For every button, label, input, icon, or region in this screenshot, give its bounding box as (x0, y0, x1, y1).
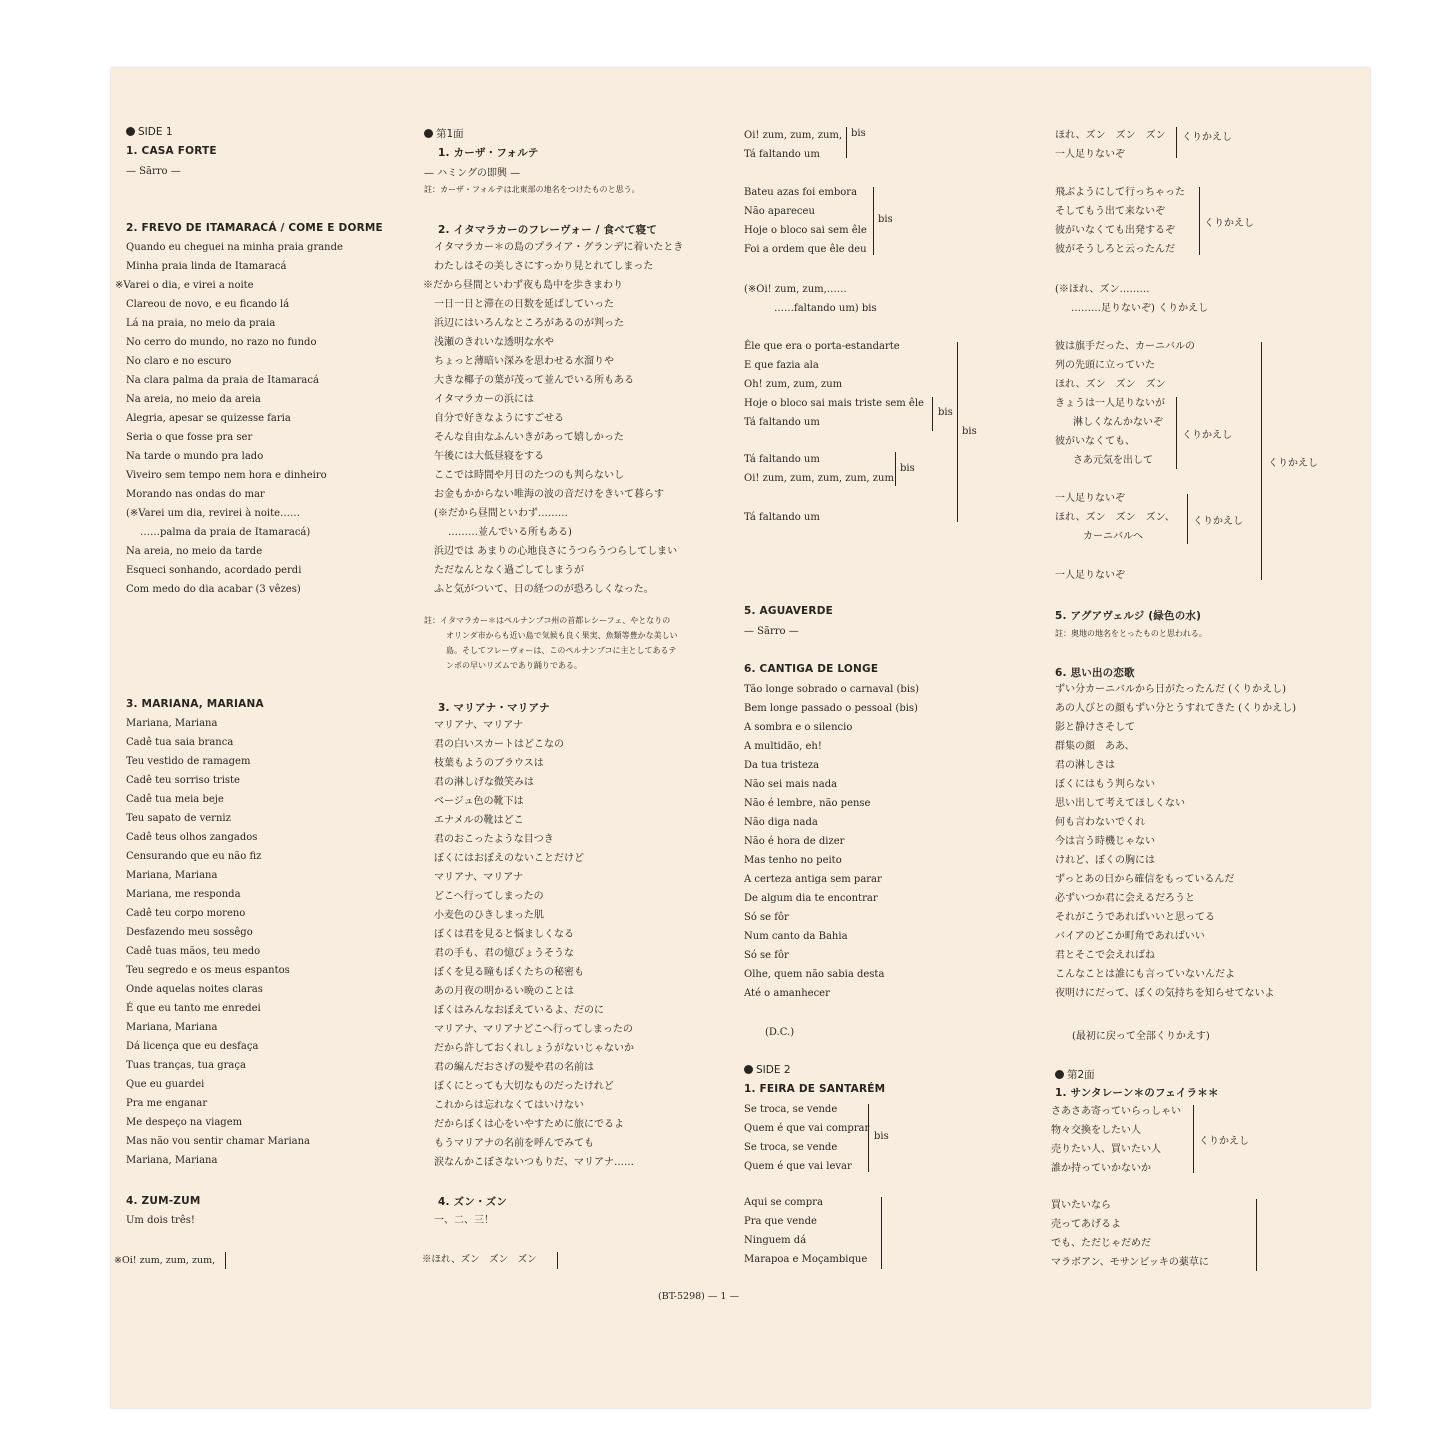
lyric-line: Tão longe sobrado o carnaval (bis) (744, 684, 920, 695)
bracket-line (868, 1104, 869, 1172)
lyric-line: Morando nas ondas do mar (126, 489, 265, 500)
lyric-line: (※だから昼間といわず……… (434, 508, 568, 519)
lyric-line: Teu vestido de ramagem (126, 756, 251, 767)
song6-title-jp: 6. 思い出の恋歌 (1055, 667, 1135, 679)
lyric-line: 君の淋しげな微笑みは (434, 777, 534, 788)
lyric-line: Se troca, se vende (744, 1142, 838, 1153)
lyric-line: Da tua tristeza (744, 760, 820, 771)
lyric-line: 影と静けさそして (1055, 722, 1135, 733)
lyric-line: きょうは一人足りないが (1055, 398, 1165, 409)
lyric-line: マリアナ、マリアナどこへ行ってしまったの (434, 1024, 633, 1035)
lyric-line: 自分で好きなようにすごせる (434, 413, 564, 424)
song5-title-jp: 5. アグアヴェルジ (緑色の水) (1055, 610, 1202, 622)
lyric-line: Não apareceu (744, 206, 815, 217)
lyric-line: Cadê tuas mãos, teu medo (126, 946, 261, 957)
song6-lyrics-jp (1055, 680, 1296, 1003)
lyric-line: Esqueci sonhando, acordado perdi (126, 565, 302, 576)
lyric-line: A multidão, eh! (744, 741, 822, 752)
repeat-label: くりかえし (1182, 430, 1232, 441)
lyric-line: 枝葉もようのブラウスは (434, 758, 544, 769)
zumzum-block1 (744, 126, 842, 164)
lyric-line: Aqui se compra (744, 1197, 823, 1208)
lyric-line: Tuas tranças, tua graça (126, 1060, 246, 1071)
lyric-line: ただなんとなく過ごしてしまうが (434, 565, 584, 576)
side2-jp-block1 (1051, 1102, 1181, 1178)
bracket-line (1261, 342, 1262, 580)
lyric-line: Quem é que vai comprar (744, 1123, 870, 1134)
lyric-line: Na tarde o mundo pra lado (126, 451, 264, 462)
lyric-line: 彼がいなくても出発するぞ (1055, 225, 1175, 236)
lyric-line: Onde aquelas noites claras (126, 984, 263, 995)
bracket-line (957, 342, 958, 522)
lyric-line: Bateu azas foi embora (744, 187, 858, 198)
song4-line: Um dois três! (126, 1215, 195, 1226)
lyric-line: これからは忘れなくてはいけない (434, 1100, 584, 1111)
lyric-line: ……faltando um) bis (774, 303, 877, 314)
note-line: 島。そしてフレーヴォーは、このペルナンブコに主としてあるテ (446, 646, 677, 655)
lyric-line: Tá faltando um (744, 149, 820, 160)
lyric-line: ※だから昼間といわず夜も島中を歩きまわり (423, 280, 623, 291)
zumzum-jp-block5 (1055, 489, 1175, 546)
lyric-line: 浜辺では あまりの心地良さにうつらうつらしてしまい (434, 546, 678, 557)
lyric-line: ………足りないぞ) くりかえし (1071, 303, 1209, 314)
lyric-line: Lá na praia, no meio da praia (126, 318, 276, 329)
lyric-line: 思い出して考えてほしくない (1055, 798, 1185, 809)
lyric-line: 君の淋しさは (1055, 760, 1115, 771)
lyric-line: Dá licença que eu desfaça (126, 1041, 259, 1052)
lyric-line: もうマリアナの名前を呼んでみても (434, 1138, 594, 1149)
lyric-line: ※Varei o dia, e virei a noite (115, 280, 254, 291)
side2-block2 (744, 1193, 867, 1269)
lyric-line: だからぼくは心をいやすために旅にでるよ (434, 1119, 624, 1130)
lyric-line: 今は言う時機じゃない (1055, 836, 1155, 847)
lyric-line: 列の先頭に立っていた (1055, 360, 1155, 371)
lyric-line: No cerro do mundo, no razo no fundo (126, 337, 317, 348)
lyric-line: 必ずいつか君に会えるだろうと (1055, 893, 1195, 904)
lyric-line: ぼくを見る瞳もぼくたちの秘密も (434, 967, 584, 978)
lyric-line: Cadê teu sorriso triste (126, 775, 240, 786)
lyric-line: どこへ行ってしまったの (434, 891, 544, 902)
song2-title-jp: 2. イタマラカーのフレーヴォー / 食べて寝て (438, 224, 658, 236)
lyric-line: Cadê tua saia branca (126, 737, 234, 748)
lyric-line: Clareou de novo, e eu ficando lá (126, 299, 290, 310)
bracket-line (1176, 397, 1177, 469)
bis-label: bis (878, 214, 893, 225)
lyric-line: É que eu tanto me enredei (126, 1003, 261, 1014)
song1-subtitle: — Sãrro — (126, 166, 181, 177)
lyric-line: わたしはその美しさにすっかり見とれてしまった (434, 261, 654, 272)
lyric-line: でも、ただじゃだめだ (1051, 1238, 1151, 1249)
note-line: オリンダ市からも近い島で気候も良く果実、魚類等豊かな美しい (446, 631, 678, 640)
repeat-label: くりかえし (1199, 1136, 1249, 1147)
lyric-line: 売りたい人、買いたい人 (1051, 1144, 1161, 1155)
lyric-line: そしてもう出て来ないぞ (1055, 206, 1165, 217)
lyric-line: Não é hora de dizer (744, 836, 845, 847)
lyric-line: Cadê teus olhos zangados (126, 832, 258, 843)
lyric-line: Não sei mais nada (744, 779, 838, 790)
lyric-line: ほれ、ズン ズン ズン (1055, 379, 1166, 390)
song6-lyrics (744, 680, 919, 1003)
bullet-icon (126, 127, 135, 136)
lyric-line: 君とそこで会えればね (1055, 950, 1155, 961)
song5-subtitle: — Sãrro — (744, 626, 799, 637)
bracket-line (932, 397, 933, 431)
song3-title: 3. MARIANA, MARIANA (126, 698, 264, 710)
lyric-line: さあさあ寄っていらっしゃい (1051, 1106, 1181, 1117)
lyric-line: Quando eu cheguei na minha praia grande (126, 242, 343, 253)
zumzum-jp-block4 (1055, 337, 1195, 470)
side1-label: SIDE 1 (126, 126, 173, 138)
bracket-line (1176, 127, 1177, 158)
lyric-line: 誰か持っていかないか (1051, 1163, 1151, 1174)
song2-title: 2. FREVO DE ITAMARACÁ / COME E DORME (126, 222, 383, 234)
repeat-label: くりかえし (1204, 218, 1254, 229)
lyric-line: Bem longe passado o pessoal (bis) (744, 703, 918, 714)
lyric-line: 物々交換をしたい人 (1051, 1125, 1141, 1136)
side2-song1-title-jp: 1. サンタレーン＊のフェイラ＊＊ (1055, 1087, 1219, 1099)
song4-bottom-line: ※Oi! zum, zum, zum, (114, 1255, 216, 1266)
lyric-line: Alegria, apesar se quizesse faria (126, 413, 291, 424)
zumzum-block2 (744, 183, 867, 259)
lyric-line: 君のおこったような目つき (434, 834, 554, 845)
lyric-line: Pra me enganar (126, 1098, 208, 1109)
lyric-line: Tá faltando um (744, 454, 820, 465)
lyric-line: Êle que era o porta-estandarte (744, 341, 900, 352)
lyric-line: ふと気がついて、日の経つのが恐ろしくなった。 (434, 584, 654, 595)
dc-mark: (D.C.) (765, 1027, 795, 1038)
lyric-line: 小麦色のひきしまった肌 (434, 910, 544, 921)
lyric-line: 君の白いスカートはどこなの (434, 739, 564, 750)
lyric-line: あの人びとの顔もずい分とうすれてきた (くりかえし) (1055, 703, 1296, 714)
bracket-line (1256, 1199, 1257, 1271)
song6-title: 6. CANTIGA DE LONGE (744, 663, 879, 675)
zumzum-block3 (744, 280, 877, 318)
song4-line-jp: 一、二、三！ (434, 1215, 494, 1226)
side2-block1 (744, 1100, 869, 1176)
bis-label: bis (851, 128, 866, 139)
lyric-line: Mariana, Mariana (126, 1022, 218, 1033)
lyric-line: Num canto da Bahia (744, 931, 848, 942)
lyric-line: マラボアン、モサンビッキの薬草に (1051, 1257, 1209, 1268)
lyric-line: Só se fôr (744, 912, 789, 923)
zumzum-block5 (744, 450, 894, 488)
lyric-line: だから許しておくれしょうがないじゃないか (434, 1043, 634, 1054)
bracket-line (225, 1252, 226, 1269)
lyric-line: イタマラカーの浜には (434, 394, 534, 405)
lyric-line: (※ほれ、ズン……… (1055, 284, 1150, 295)
song1-note-jp: 註：カーザ・フォルテは北東部の地名をつけたものと思う。 (424, 185, 640, 194)
side1-label-jp: 第1面 (424, 126, 464, 141)
lyric-line: ぼくは君を見ると悩ましくなる (434, 929, 574, 940)
lyric-line: Oh! zum, zum, zum (744, 379, 843, 390)
lyric-line: 彼がいなくても、 (1055, 436, 1135, 447)
song5-title: 5. AGUAVERDE (744, 605, 833, 617)
lyric-line: Cadê teu corpo moreno (126, 908, 246, 919)
lyric-line: Se troca, se vende (744, 1104, 838, 1115)
lyric-line: Não diga nada (744, 817, 818, 828)
bis-label: bis (874, 1131, 889, 1142)
lyric-line: Na clara palma da praia de Itamaracá (126, 375, 319, 386)
lyric-line: E que fazia ala (744, 360, 819, 371)
lyric-line: ぼくにはもう判らない (1055, 779, 1155, 790)
lyric-line: 一人足りないぞ (1055, 493, 1125, 504)
lyric-line: けれど、ぼくの胸には (1055, 855, 1155, 866)
bracket-line (1199, 187, 1200, 255)
lyric-line: 夜明けにだって、ぼくの気持ちを知らせてないよ (1055, 988, 1275, 999)
lyric-line: ぼくはみんなおぼえているよ、だのに (434, 1005, 604, 1016)
lyric-line: Tá faltando um (744, 417, 820, 428)
lyric-line: Ninguem dá (744, 1235, 807, 1246)
song1-title-jp: 1. カーザ・フォルテ (438, 147, 539, 159)
bracket-line (557, 1252, 558, 1269)
lyric-line: ずっとあの日から確信をもっているんだ (1055, 874, 1235, 885)
lyric-line: Tá faltando um (744, 512, 820, 523)
lyric-line: 売ってあげるよ (1051, 1219, 1121, 1230)
bracket-line (881, 1197, 882, 1269)
lyric-line: Teu sapato de verniz (126, 813, 231, 824)
song1-title: 1. CASA FORTE (126, 145, 217, 157)
lyric-line: あの月夜の明かるい晩のことは (434, 986, 574, 997)
lyric-line: Oi! zum, zum, zum, zum, zum (744, 473, 894, 484)
song1-subtitle-jp: — ハミングの即興 — (424, 168, 521, 179)
lyric-line: 一人足りないぞ (1055, 149, 1125, 160)
lyric-line: Mariana, me responda (126, 889, 241, 900)
repeat-label: くりかえし (1182, 132, 1232, 143)
lyric-line: ぼくにとっても大切なものだったけれど (434, 1081, 614, 1092)
lyric-line: Quem é que vai levar (744, 1161, 852, 1172)
lyric-line: バイアのどこか町角であればいい (1055, 931, 1205, 942)
zumzum-jp-block3 (1055, 280, 1208, 318)
lyric-line: 一人足りないぞ (1055, 570, 1125, 581)
repeat-label: くりかえし (1193, 516, 1243, 527)
lyric-line: Mas não vou sentir chamar Mariana (126, 1136, 311, 1147)
song3-lyrics-jp (434, 716, 634, 1172)
lyric-line: Com medo do dia acabar (3 vêzes) (126, 584, 301, 595)
lyric-line: Na areia, no meio da areia (126, 394, 261, 405)
lyric-line: A certeza antiga sem parar (744, 874, 882, 885)
lyric-line: Até o amanhecer (744, 988, 830, 999)
bis-label: bis (938, 407, 953, 418)
song5-note-jp: 註：奥地の地名をとったものと思われる。 (1055, 629, 1207, 638)
lyric-line: Censurando que eu não fiz (126, 851, 262, 862)
note-line: 註：イタマラカー＊はペルナンブコ州の首都レシーフェ、やとなりの (424, 616, 671, 625)
lyric-line: ぼくにはおぼえのないことだけど (434, 853, 584, 864)
lyric-line: 浅瀬のきれいな透明な水や (434, 337, 554, 348)
lyric-line: Desfazendo meu sossêgo (126, 927, 253, 938)
song3-title-jp: 3. マリアナ・マリアナ (438, 702, 550, 714)
lyric-line: 浜辺にはいろんなところがあるのが判った (434, 318, 624, 329)
page-footer: (BT-5298) — 1 — (658, 1291, 739, 1302)
lyric-line: それがこうであればいいと思ってる (1055, 912, 1215, 923)
lyric-line: Seria o que fosse pra ser (126, 432, 253, 443)
lyric-line: 彼がそうしろと云ったんだ (1055, 244, 1175, 255)
lyric-line: De algum dia te encontrar (744, 893, 878, 904)
bracket-line (895, 452, 896, 486)
lyric-line: エナメルの靴はどこ (434, 815, 524, 826)
lyric-line: ここでは時間や月日のたつのも判らないし (434, 470, 624, 481)
lyric-line: マリアナ、マリアナ (434, 720, 524, 731)
song4-title: 4. ZUM-ZUM (126, 1195, 201, 1207)
repeat-all-note: (最初に戻って全部くりかえす) (1072, 1031, 1210, 1042)
lyric-line: 涙なんかこぼさないつもりだ、マリアナ…… (434, 1157, 634, 1168)
bracket-line (1187, 494, 1188, 544)
lyric-line: カーニバルへ (1073, 531, 1143, 542)
lyric-line: イタマラカー＊の島のプライア・グランデに着いたとき (434, 242, 684, 253)
song4-bottom-line-jp: ※ほれ、ズン ズン ズン (422, 1254, 537, 1265)
bracket-line (1193, 1105, 1194, 1173)
song2-lyrics-jp (423, 238, 684, 599)
side2-label-jp: 第2面 (1055, 1067, 1095, 1082)
lyric-line: Foi a ordem que êle deu (744, 244, 867, 255)
lyric-line: お金もかからない唯海の波の音だけをきいて暮らす (434, 489, 664, 500)
lyric-line: Cadê tua meia beje (126, 794, 224, 805)
lyric-line: ほれ、ズン ズン ズン (1055, 130, 1166, 141)
lyric-line: Me despeço na viagem (126, 1117, 243, 1128)
lyric-line: さあ元気を出して (1063, 455, 1153, 466)
bullet-icon (1055, 1070, 1064, 1079)
lyric-line: 大きな椰子の葉が茂って並んでいる所もある (434, 375, 634, 386)
lyric-line: ……palma da praia de Itamaracá) (140, 527, 311, 538)
zumzum-jp-block1 (1055, 126, 1166, 164)
lyric-line: Marapoa e Moçambique (744, 1254, 868, 1265)
side2-song1-title: 1. FEIRA DE SANTARÉM (744, 1083, 886, 1095)
zumzum-jp-block2 (1055, 183, 1185, 259)
lyric-line: Mariana, Mariana (126, 718, 218, 729)
song2-lyrics (115, 238, 343, 599)
lyric-line: ずい分カーニバルから日がたったんだ (くりかえし) (1055, 684, 1286, 695)
lyric-line: Mas tenho no peito (744, 855, 842, 866)
lyric-line: ………並んでいる所もある) (448, 527, 572, 538)
song2-note-jp (424, 613, 678, 673)
lyric-line: 群集の顔 ああ、 (1055, 741, 1135, 752)
side2-label: SIDE 2 (744, 1064, 791, 1076)
lyric-line: Teu segredo e os meus espantos (126, 965, 290, 976)
lyric-line: Oi! zum, zum, zum, (744, 130, 843, 141)
lyric-line: こんなことは誰にも言っていないんだよ (1055, 969, 1235, 980)
lyric-line: 飛ぶようにして行っちゃった (1055, 187, 1185, 198)
lyric-line: 一日一日と滞在の日数を延ばしていった (434, 299, 614, 310)
lyric-line: (※Varei um dia, revirei à noite…… (126, 508, 300, 519)
lyric-line: Não é lembre, não pense (744, 798, 871, 809)
side2-jp-block2 (1051, 1196, 1209, 1272)
lyric-line: Hoje o bloco sai mais triste sem êle (744, 398, 924, 409)
lyric-line: No claro e no escuro (126, 356, 232, 367)
lyric-line: Olhe, quem não sabia desta (744, 969, 885, 980)
lyric-line: 何も言わないでくれ (1055, 817, 1145, 828)
lyric-line: Viveiro sem tempo nem hora e dinheiro (126, 470, 327, 481)
zumzum-block4 (744, 337, 924, 432)
lyric-line: 買いたいなら (1051, 1200, 1111, 1211)
lyric-line: マリアナ、マリアナ (434, 872, 524, 883)
lyric-line: A sombra e o silencio (744, 722, 853, 733)
song4-title-jp: 4. ズン・ズン (438, 1196, 508, 1208)
lyric-line: そんな自由なふんいきがあって嬉しかった (434, 432, 624, 443)
lyric-line: Pra que vende (744, 1216, 817, 1227)
lyric-line: Na areia, no meio da tarde (126, 546, 263, 557)
lyric-line: 午後には大低昼寝をする (434, 451, 544, 462)
bullet-icon (424, 129, 433, 138)
lyric-line: (※Oi! zum, zum,…… (744, 284, 847, 295)
lyric-line: 彼は旗手だった、カーニバルの (1055, 341, 1195, 352)
bracket-line (873, 187, 874, 255)
lyric-line: Só se fôr (744, 950, 789, 961)
bracket-line (846, 127, 847, 158)
lyric-line: 淋しくなんかないぞ (1063, 417, 1163, 428)
bullet-icon (744, 1065, 753, 1074)
lyric-line: Que eu guardei (126, 1079, 205, 1090)
lyric-line: Hoje o bloco sai sem êle (744, 225, 867, 236)
repeat-label: くりかえし (1268, 458, 1318, 469)
lyric-line: Mariana, Mariana (126, 870, 218, 881)
bis-label: bis (900, 463, 915, 474)
lyric-line: Minha praia linda de Itamaracá (126, 261, 287, 272)
lyric-line: ちょっと薄暗い深みを思わせる水溜りや (434, 356, 614, 367)
lyric-line: 君の編んだおさげの髪や君の名前は (434, 1062, 594, 1073)
note-line: ンポの早いリズムであり踊りである。 (446, 661, 582, 670)
lyric-line: 君の手も、君の憶びょうそうな (434, 948, 574, 959)
song3-lyrics (126, 714, 310, 1170)
bis-label: bis (962, 426, 977, 437)
lyric-line: ベージュ色の靴下は (434, 796, 524, 807)
lyric-line: Mariana, Mariana (126, 1155, 218, 1166)
lyric-line: ほれ、ズン ズン ズン、 (1055, 512, 1175, 523)
